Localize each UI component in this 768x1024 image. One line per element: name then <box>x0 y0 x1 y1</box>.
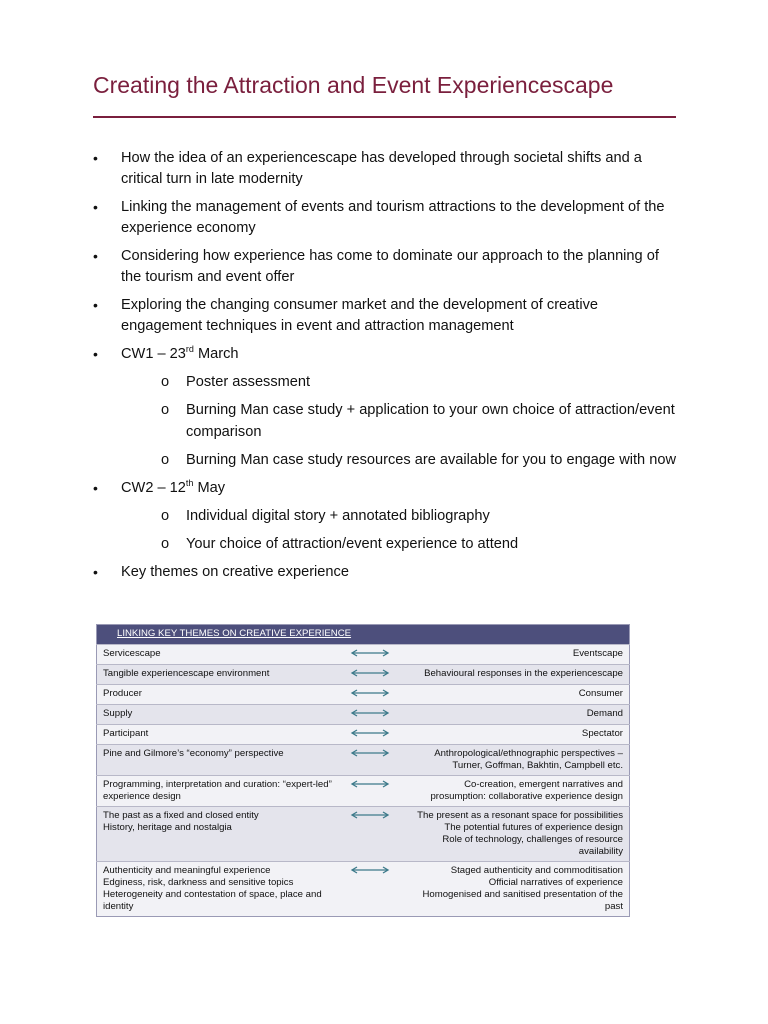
table-row <box>97 725 630 745</box>
row-left-text: Authenticity and meaningful experience Edginess, risk, darkness and sensitive topics Heterogeneity and contestation of space, place and identity <box>97 862 340 917</box>
sub-list-item <box>121 399 683 443</box>
sub-item-text: Burning Man case study + application to your own choice of attraction/event comparison <box>186 402 675 440</box>
cw2-sublist <box>121 505 683 555</box>
bullet-text: Considering how experience has come to dominate our approach to the planning of the tourism and event offer <box>121 248 659 285</box>
double-arrow-icon <box>339 725 401 745</box>
bullet-icon: • <box>93 150 98 166</box>
bullet-icon: • <box>93 480 98 496</box>
title-rule <box>93 116 676 118</box>
sub-item-text: Your choice of attraction/event experience to attend <box>186 536 519 552</box>
row-left-text: Servicescape <box>97 645 340 665</box>
list-item <box>93 295 683 337</box>
circle-bullet-icon: o <box>161 452 170 468</box>
table-row <box>97 665 630 685</box>
row-left-text: Tangible experiencescape environment <box>97 665 340 685</box>
bullet-text: Linking the management of events and tourism attractions to the development of the experience economy <box>121 199 665 236</box>
table-row <box>97 705 630 725</box>
table-row <box>97 862 630 917</box>
bullet-text: How the idea of an experiencescape has developed through societal shifts and a critical turn in late modernity <box>121 150 642 187</box>
cw1-suffix: March <box>193 346 239 362</box>
double-arrow-icon <box>339 665 401 685</box>
sub-list-item <box>121 505 683 527</box>
row-right-text: Co-creation, emergent narratives and prosumption: collaborative experience design <box>401 776 630 807</box>
sub-item-text: Poster assessment <box>186 374 311 390</box>
table-row <box>97 745 630 776</box>
bullet-icon: • <box>93 297 98 313</box>
cw1-sup: rd <box>185 344 194 355</box>
cw2-prefix: CW2 – 12 <box>121 480 186 496</box>
cw2-item <box>93 478 683 555</box>
row-left-text: Programming, interpretation and curation: “expert-led” experience design <box>97 776 340 807</box>
sub-list-item <box>121 449 683 471</box>
table-header: LINKING KEY THEMES ON CREATIVE EXPERIENCE <box>97 625 630 645</box>
double-arrow-icon <box>339 745 401 776</box>
row-left-text: Pine and Gilmore’s “economy” perspective <box>97 745 340 776</box>
table-row <box>97 776 630 807</box>
row-right-text: The present as a resonant space for possibilities The potential futures of experience design Role of technology, challenges of resource availability <box>401 807 630 862</box>
circle-bullet-icon: o <box>161 508 170 524</box>
row-left-text: Participant <box>97 725 340 745</box>
circle-bullet-icon: o <box>161 536 170 552</box>
row-right-text: Eventscape <box>401 645 630 665</box>
row-right-text: Demand <box>401 705 630 725</box>
list-item <box>93 148 683 190</box>
list-item <box>93 197 683 239</box>
row-right-text: Spectator <box>401 725 630 745</box>
themes-table <box>96 624 630 917</box>
row-right-text: Staged authenticity and commoditisation Official narratives of experience Homogenised and sanitised presentation of the past <box>401 862 630 917</box>
circle-bullet-icon: o <box>161 374 170 390</box>
row-right-text: Consumer <box>401 685 630 705</box>
row-right-text: Behavioural responses in the experiencescape <box>401 665 630 685</box>
bullet-icon: • <box>93 248 98 264</box>
row-left-text: Supply <box>97 705 340 725</box>
sub-list-item <box>121 533 683 555</box>
key-themes-text: Key themes on creative experience <box>121 564 349 580</box>
cw1-sublist <box>121 371 683 471</box>
circle-bullet-icon: o <box>161 402 170 418</box>
bullet-icon: • <box>93 564 98 580</box>
list-item <box>93 246 683 288</box>
sub-item-text: Burning Man case study resources are available for you to engage with now <box>186 452 676 468</box>
table-row <box>97 645 630 665</box>
cw1-prefix: CW1 – 23 <box>121 346 186 362</box>
bullet-icon: • <box>93 199 98 215</box>
cw2-sup: th <box>185 478 194 489</box>
row-left-text: The past as a fixed and closed entity History, heritage and nostalgia <box>97 807 340 862</box>
key-themes-item <box>93 562 683 583</box>
sub-item-text: Individual digital story + annotated bibliography <box>186 508 490 524</box>
bullet-text: Exploring the changing consumer market and the development of creative engagement techniques in event and attraction management <box>121 297 599 334</box>
double-arrow-icon <box>339 705 401 725</box>
double-arrow-icon <box>339 807 401 862</box>
double-arrow-icon <box>339 776 401 807</box>
bullet-icon: • <box>93 346 98 362</box>
table-row <box>97 807 630 862</box>
cw1-item <box>93 344 683 471</box>
bullet-list <box>93 148 683 590</box>
cw2-suffix: May <box>193 480 226 496</box>
double-arrow-icon <box>339 685 401 705</box>
table-row <box>97 685 630 705</box>
double-arrow-icon <box>339 862 401 917</box>
table-body <box>97 645 630 917</box>
double-arrow-icon <box>339 645 401 665</box>
row-right-text: Anthropological/ethnographic perspectives – Turner, Goffman, Bakhtin, Campbell etc. <box>401 745 630 776</box>
row-left-text: Producer <box>97 685 340 705</box>
sub-list-item <box>121 371 683 393</box>
page-title: Creating the Attraction and Event Experiencescape <box>93 72 614 98</box>
